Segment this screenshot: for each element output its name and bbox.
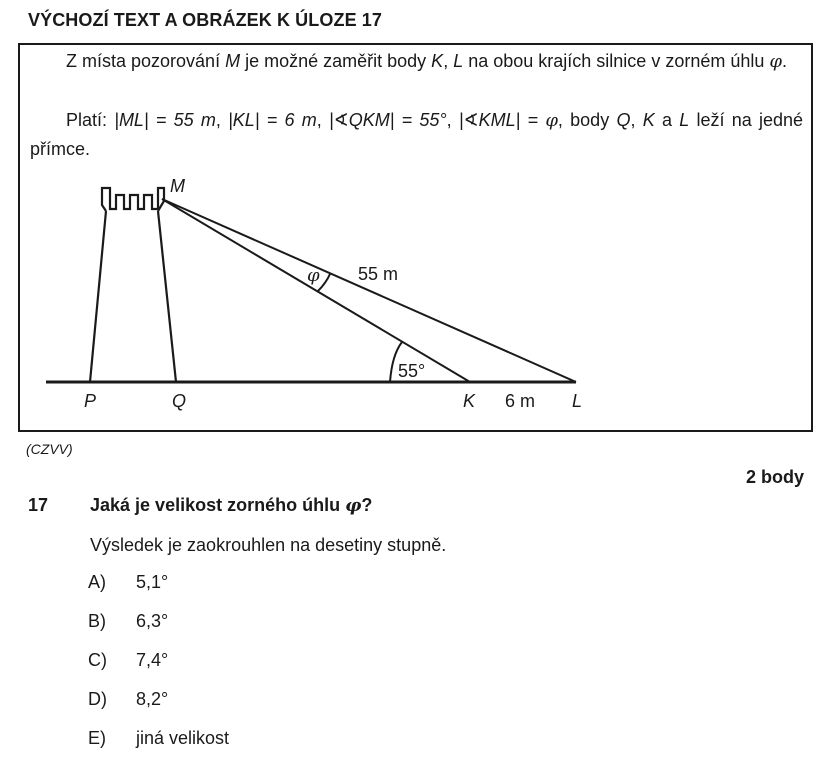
option-label: D): [88, 689, 107, 709]
label-phi: φ: [307, 265, 320, 286]
intro-text: ,: [443, 51, 454, 71]
rounding-note: Výsledek je zaokrouhlen na desetiny stupně.: [90, 535, 447, 555]
option-a[interactable]: [88, 572, 168, 593]
section-heading: VÝCHOZÍ TEXT A OBRÁZEK K ÚLOZE 17: [28, 10, 382, 30]
given-sep: ,: [316, 110, 329, 130]
var-q: Q: [616, 110, 631, 130]
var-l: L: [453, 51, 464, 71]
question-text-part: Jaká je velikost zorného úhlu: [90, 495, 346, 515]
label-m: M: [170, 176, 185, 196]
given-text: a: [654, 110, 680, 130]
option-value: 6,3°: [136, 611, 169, 631]
given-text: ,: [630, 110, 643, 130]
label-ml-length: 55 m: [358, 264, 399, 284]
label-p: P: [84, 391, 97, 411]
option-label: E): [88, 728, 106, 748]
intro-text: je možné zaměřit body: [240, 51, 432, 71]
given-angle-qkm: |∢QKM| = 55°: [328, 110, 447, 130]
option-label: C): [88, 650, 107, 670]
assignment-box: [18, 43, 813, 432]
tower-left-wall: [90, 211, 106, 382]
option-c[interactable]: [88, 650, 168, 671]
intro-text: .: [782, 51, 788, 71]
given-sep: ,: [446, 110, 459, 130]
given-ml: |ML| = 55 m: [114, 110, 216, 130]
given-text: leží na jedné přímce.: [30, 110, 804, 159]
label-l: L: [572, 391, 583, 411]
geometry-figure: [20, 45, 811, 430]
option-d[interactable]: [88, 689, 168, 710]
option-label: A): [88, 572, 106, 592]
intro-text: Z místa pozorování: [66, 51, 226, 71]
var-phi: φ: [769, 51, 782, 72]
tower-right-wall: [158, 211, 176, 382]
given-kl: |KL| = 6 m: [228, 110, 317, 130]
option-value: 7,4°: [136, 650, 169, 670]
option-label: B): [88, 611, 106, 631]
given-text: , body: [557, 110, 617, 130]
option-e[interactable]: [88, 728, 229, 749]
intro-text: na obou krajích silnice v zorném úhlu: [463, 51, 770, 71]
question-number: 17: [28, 495, 49, 515]
tower-battlements: [102, 188, 164, 211]
label-q: Q: [172, 391, 187, 411]
given-label: Platí:: [66, 110, 115, 130]
points-label: 2 body: [745, 467, 804, 487]
option-value: jiná velikost: [136, 728, 230, 748]
var-m: M: [225, 51, 241, 71]
given-sep: ,: [215, 110, 229, 130]
var-k: K: [642, 110, 655, 130]
angle-phi-arc: [318, 274, 330, 291]
question-text-part: ?: [361, 495, 373, 515]
source-label: (CZVV): [26, 441, 73, 457]
option-b[interactable]: [88, 611, 168, 632]
var-k: K: [431, 51, 444, 71]
question-text: [90, 495, 372, 516]
option-value: 5,1°: [136, 572, 169, 592]
label-kl-length: 6 m: [505, 391, 536, 411]
option-value: 8,2°: [136, 689, 169, 709]
label-angle-k: 55°: [398, 361, 426, 381]
var-phi: φ: [545, 110, 558, 131]
given-angle-kml: |∢KML| =: [458, 110, 546, 130]
line-m-k: [162, 199, 470, 382]
line-m-l: [162, 199, 576, 382]
var-l: L: [679, 110, 690, 130]
var-phi: φ: [345, 495, 362, 516]
label-k: K: [463, 391, 476, 411]
